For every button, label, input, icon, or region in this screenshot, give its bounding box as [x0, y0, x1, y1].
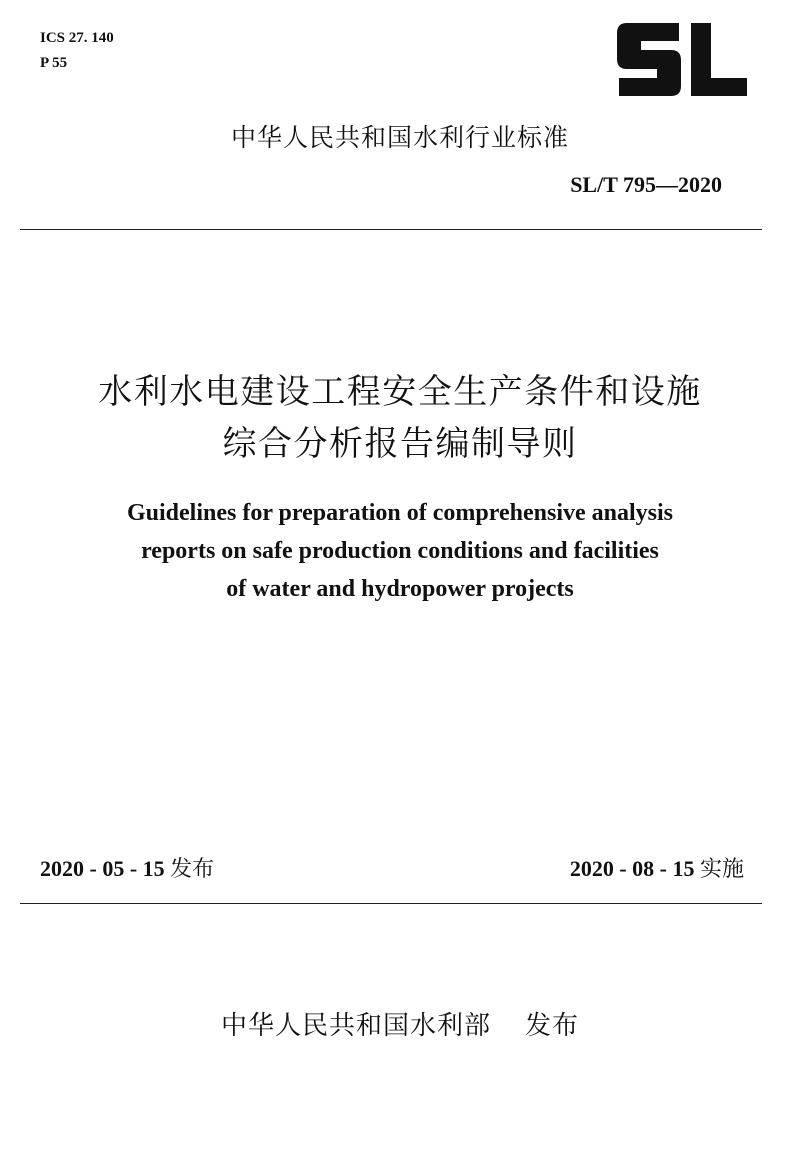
implementation-date	[570, 852, 744, 883]
issuer-heading: 中华人民共和国水利行业标准	[230, 123, 569, 152]
implementation-date-value: 2020 - 08 - 15	[569, 856, 695, 881]
chinese-title-line-2: 综合分析报告编制导则	[222, 424, 578, 464]
implementation-label: 实施	[699, 857, 744, 882]
english-title-line-2: reports on safe production conditions and facilities	[141, 538, 659, 564]
publisher-name: 中华人民共和国水利部	[220, 1011, 491, 1041]
release-date-value: 2020 - 05 - 15	[40, 856, 165, 881]
chinese-title-line-1: 水利水电建设工程安全生产条件和设施	[98, 372, 702, 412]
sl-logo	[617, 23, 747, 96]
classification-codes	[40, 26, 114, 76]
top-divider	[20, 229, 762, 230]
english-title-line-1: Guidelines for preparation of comprehensive analysis	[126, 500, 674, 526]
chinese-title	[0, 366, 800, 470]
publisher-action: 发布	[525, 1011, 580, 1041]
ics-code: ICS 27. 140	[40, 30, 114, 46]
english-title-line-3: of water and hydropower projects	[226, 576, 574, 602]
ccs-code: P 55	[40, 55, 68, 71]
release-label: 发布	[170, 857, 215, 882]
standard-number: SL/T 795—2020	[570, 172, 722, 197]
english-title	[0, 494, 800, 608]
publisher-line	[0, 1005, 800, 1042]
bottom-divider	[20, 903, 762, 904]
release-date	[40, 852, 214, 883]
